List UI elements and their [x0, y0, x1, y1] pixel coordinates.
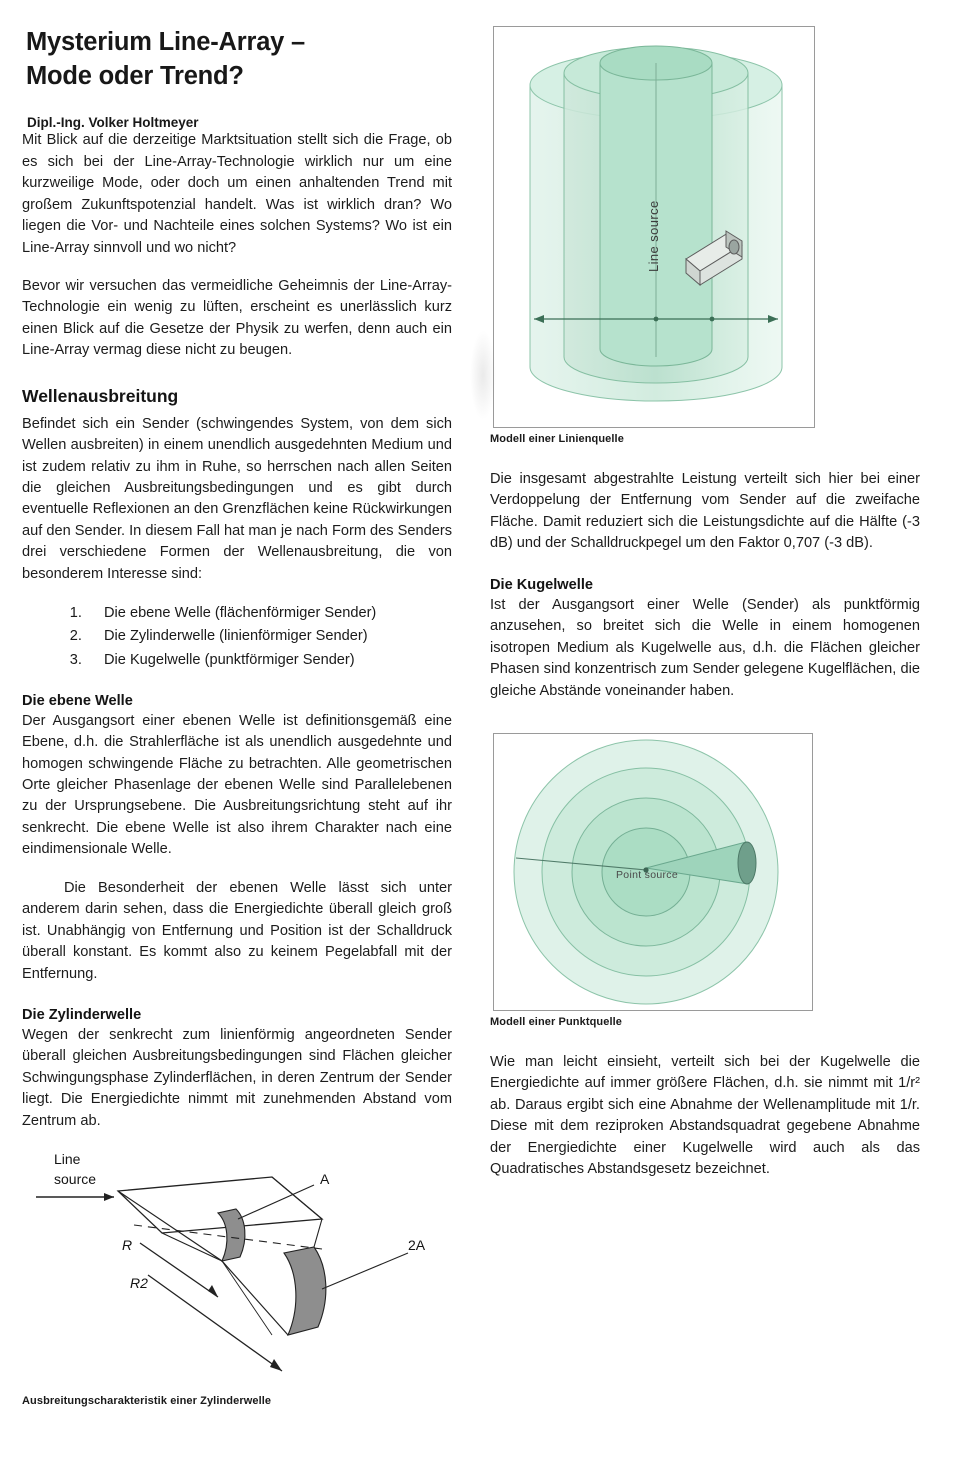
- heading-zylinderwelle: Die Zylinderwelle: [22, 1006, 142, 1023]
- author-byline: Dipl.-Ing. Volker Holtmeyer: [27, 115, 199, 131]
- line-source-image: [493, 26, 815, 428]
- paragraph-right-1: Die insgesamt abgestrahlte Leistung verteilt sich hier bei einer Verdoppelung der Entfernung vom Sender auf die zweifache Fläche. Damit reduziert sich die Leistungsdichte auf die Hälfte (-3 dB) und der Schalldruckpegel um den Faktor 0,707 (-3 dB).: [490, 471, 920, 552]
- cylinder-wave-drawing: [22, 1149, 452, 1389]
- figure-point-source: [490, 733, 920, 1028]
- heading-ebene-welle: Die ebene Welle: [22, 692, 133, 709]
- label-2a: 2A: [408, 1237, 426, 1254]
- paragraph-intro-1: Mit Blick auf die derzeitige Marktsituation stellt sich die Frage, ob es sich bei der Line-Array-Technologie wirklich nur um eine kurzweilige Mode, oder doch um einen anhaltenden Trend mit großem Zukunftspotenzial handelt. Was ist wirklich dran? Wo liegen die Vor- und Nachteile eines solchen Systems? Wo ist ein Line-Array sinnvoll und wo nicht?: [22, 132, 452, 256]
- list-item: 1. Die ebene Welle (flächenförmiger Sender): [86, 602, 452, 624]
- paragraph-kugelwelle: Ist der Ausgangsort einer Welle (Sender) als punktförmig anzusehen, so breitet sich die Welle in einem homogenen isotropen Medium als Kugelwelle aus, d.h. die Flächen gleicher Phasen sind konzentrisch zum Sender gelegene Kugelflächen, die gleiche Abstände voneinander haben.: [490, 596, 920, 699]
- title-line-1: Mysterium Line-Array –: [26, 28, 306, 56]
- paragraph-zylinderwelle: Wegen der senkrecht zum linienförmig angeordneten Sender überall gleichen Ausbreitungsbedingungen sind Flächen gleicher Schwingungsphase Zylinderflächen, in deren Zentrum der Sender liegt. Die Energiedichte nimmt mit zunehmenden Abstand vom Zentrum ab.: [22, 1026, 452, 1129]
- paragraph-ebene-welle-2: Die Besonderheit der ebenen Welle lässt sich unter anderem darin sehen, dass die Energiedichte überall gleich groß ist. Unabhängig von Entfernung und Position ist der Schalldruck überall konstant. Es kommt also zu keinem Pegelabfall mit der Entfernung.: [22, 879, 452, 982]
- paragraph-ebene-welle-1: Der Ausgangsort einer ebenen Welle ist definitionsgemäß eine Ebene, d.h. die Strahlerfläche ist als unendlich ausgedehnte und homogen schwingende Fläche zu betrachten. Alle geometrischen Orte gleicher Phasenlage der ebenen Welle sind Parallelebenen zu der Ursprungsebene. Die Ausbreitungsrichtung steht auf ihr senkrecht. Die ebene Welle ist also ihrem Charakter nach eine eindimensionale Welle.: [22, 712, 452, 858]
- figure-caption-point-source: Modell einer Punktquelle: [490, 1015, 622, 1028]
- paragraph-wellenausbreitung: Befindet sich ein Sender (schwingendes System, von dem sich Wellen ausbreiten) in einem unendlich ausgedehnten Medium und ist zudem relativ zu ihm in Ruhe, so herrschen nach allen Seiten die gleichen Ausbreitungsbedingungen und es gibt durch eventuelle Reflexionen an den Grenzflächen keine Rückwirkungen auf den Sender. In diesem Fall hat man je nach Form des Senders drei verschiedene Formen der Wellenausbreitung, die von besonderem Interesse sind:: [22, 415, 452, 582]
- heading-kugelwelle: Die Kugelwelle: [490, 576, 593, 593]
- line-source-label: Line source: [646, 200, 661, 272]
- label-line: Line: [54, 1151, 81, 1168]
- figure-caption-line-source: Modell einer Linienquelle: [490, 433, 624, 445]
- two-column-layout: [22, 24, 932, 1407]
- left-column: [22, 24, 452, 1407]
- paragraph-right-3: Wie man leicht einsieht, verteilt sich bei der Kugelwelle die Energiedichte auf immer größere Flächen, d.h. sie nimmt mit 1/r² ab. Daraus ergibt sich eine Abnahme der Wellenamplitude mit 1/r. Diese mit dem reziproken Abstandsquadrat gegebene Abnahme der Energiedichte einer Kugelwelle wird auch als das Quadratisches Abstandsgesetz bezeichnet.: [490, 1053, 920, 1178]
- label-source: source: [54, 1171, 97, 1188]
- wave-forms-list: [22, 602, 452, 671]
- page-title: [26, 26, 452, 93]
- figure-line-source: [490, 26, 920, 445]
- point-source-label: Point source: [616, 868, 678, 881]
- label-r2: R2: [130, 1275, 148, 1292]
- heading-wellenausbreitung: Wellenausbreitung: [22, 385, 179, 406]
- list-item: 3. Die Kugelwelle (punktförmiger Sender): [86, 649, 452, 671]
- figure-cylinder-wave: [22, 1149, 452, 1407]
- paragraph-intro-2: Bevor wir versuchen das vermeidliche Geheimnis der Line-Array-Technologie ein wenig zu lüften, erscheint es unerlässlich kurz einen Blick auf die Gesetze der Physik zu werfen, denn auch ein Line-Array vermag diese nicht zu beugen.: [22, 277, 452, 359]
- label-r: R: [122, 1237, 133, 1254]
- list-item: 2. Die Zylinderwelle (linienförmiger Sender): [86, 625, 452, 647]
- point-source-image: [493, 733, 813, 1011]
- figure-caption-cylinder: Ausbreitungscharakteristik einer Zylinderwelle: [22, 1395, 272, 1408]
- right-column: [490, 24, 920, 1198]
- label-a: A: [320, 1171, 330, 1188]
- title-line-2: Mode oder Trend?: [26, 61, 244, 90]
